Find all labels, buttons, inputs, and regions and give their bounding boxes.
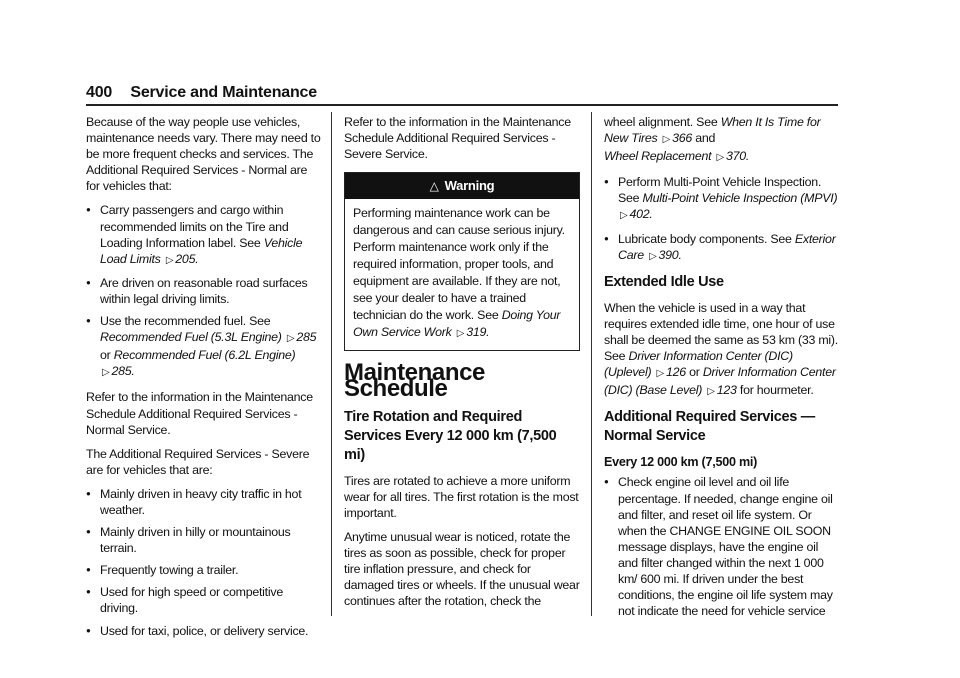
xref-link[interactable]: When It Is Time for New Tires [604,115,821,146]
xref-link[interactable]: Wheel Replacement [604,149,712,164]
normal-conditions-list [86,202,322,381]
page-arrow-icon: ▷ [656,368,664,380]
header-rule [86,104,838,106]
page-ref[interactable]: 123 [716,383,737,398]
paragraph: wheel alignment. See When It Is Time for New Tires ▷ 366 and Wheel Replacement ▷ 370. [604,115,821,164]
list-item: ● Used for taxi, police, or delivery service. [86,623,322,639]
page-arrow-icon: ▷ [286,333,295,345]
xref-link[interactable]: Driver Information Center (DIC) (Base Level) [604,365,836,398]
xref-link[interactable]: Multi-Point Vehicle Inspection (MPVI) [642,191,838,206]
page-arrow-icon: ▷ [662,134,671,146]
normal-service-list [604,474,840,619]
page-ref[interactable]: 126 [665,365,686,380]
subsection-title: Extended Idle Use [604,273,724,290]
list-item: ● Used for high speed or competitive driving. [86,584,322,616]
subsection-title: Additional Required Services — Normal Service [604,409,815,445]
paragraph: Refer to the information in the Maintenance Schedule Additional Required Services - Normal Service. [86,390,313,437]
page-ref[interactable]: 205. [175,251,199,266]
xref-link[interactable]: Vehicle Load Limits [100,235,303,266]
column-divider [331,112,332,616]
list-item: ● Use the recommended fuel. See Recommended Fuel (5.3L Engine) ▷ 285 or Recommended Fuel (6.2L Engine) ▷ 285. [86,313,322,381]
paragraph: The Additional Required Services - Severe are for vehicles that are: [86,446,310,477]
column-1 [86,114,322,647]
page-ref[interactable]: 402. [629,207,653,222]
list-item: ● Perform Multi-Point Vehicle Inspection. See Multi-Point Vehicle Inspection (MPVI) ▷ 402. [604,174,840,224]
interval-heading: Every 12 000 km (7,500 mi) [604,455,758,470]
page-ref[interactable]: 285. [111,364,135,379]
section-title: Maintenance Schedule [344,359,485,403]
page-arrow-icon: ▷ [456,328,465,340]
list-item: ● Mainly driven in hilly or mountainous terrain. [86,524,322,556]
severe-conditions-list [86,486,322,639]
paragraph: When the vehicle is used in a way that requires extended idle time, one hour of use shall be deemed the same as 53 km (33 mi). See Driver Information Center (DIC) (Uplevel) ▷ 126 or Driver Information Center (DIC) (Base Level) ▷ 123 for hourmeter. [604,300,838,398]
warning-triangle-icon: △ [429,179,439,194]
page-title: Service and Maintenance [130,84,317,101]
service-list [604,174,840,264]
column-2 [344,114,580,617]
xref-link[interactable]: Doing Your Own Service Work [353,308,561,340]
paragraph: Anytime unusual wear is noticed, rotate the tires as soon as possible, check for proper tire inflation pressure, and check for damaged tires or wheels. If the unusual wear continues after the rotation, check the [344,529,580,609]
page-ref[interactable]: 370. [725,149,750,164]
list-item: ● Carry passengers and cargo within recommended limits on the Tire and Loading Information label. See Vehicle Load Limits ▷ 205. [86,202,322,268]
list-item: ● Frequently towing a trailer. [86,562,322,578]
page-ref[interactable]: 285 [296,330,317,345]
subsection-title: Tire Rotation and Required Services Every 12 000 km (7,500 mi) [344,408,557,463]
warning-body: Performing maintenance work can be dangerous and can cause serious injury. Perform maintenance work only if the required information, proper tools, and equipment are available. If they are not, see your dealer to have a trained technician do the work. See Doing Your Own Service Work ▷ 319. [353,206,565,340]
page-arrow-icon: ▷ [102,367,110,379]
xref-link[interactable]: Driver Information Center (DIC) (Uplevel) [604,349,793,380]
warning-header: △ Warning [345,173,579,199]
xref-link[interactable]: Exterior Care [618,231,836,262]
page-arrow-icon: ▷ [620,210,628,222]
page-arrow-icon: ▷ [165,254,174,266]
xref-link[interactable]: Recommended Fuel (5.3L Engine) [100,330,282,345]
warning-box [344,172,580,351]
page-arrow-icon: ▷ [707,386,715,398]
column-divider [591,112,592,616]
list-item: ● Are driven on reasonable road surfaces within legal driving limits. [86,275,322,307]
column-3 [604,114,840,627]
xref-link[interactable]: Recommended Fuel (6.2L Engine) [113,348,296,363]
list-item: ● Lubricate body components. See Exterior Care ▷ 390. [604,231,840,265]
intro-paragraph: Because of the way people use vehicles, maintenance needs vary. There may need to be more frequent checks and services. The Additional Required Services - Normal are for vehicles that: [86,115,321,194]
page-arrow-icon: ▷ [716,152,724,164]
paragraph: Tires are rotated to achieve a more uniform wear for all tires. The first rotation is the most important. [344,473,579,520]
page-ref[interactable]: 319. [466,325,490,340]
paragraph: Refer to the information in the Maintenance Schedule Additional Required Services - Severe Service. [344,115,571,162]
page-arrow-icon: ▷ [649,250,657,262]
page-ref[interactable]: 366 [672,131,692,146]
list-item: ● Check engine oil level and oil life percentage. If needed, change engine oil and filter, and reset oil life system. Or when the CHANGE ENGINE OIL SOON message displays, have the engine oil and filter changed within the next 1 000 km/ 600 mi. If driven under the best conditions, the engine oil life system may not indicate the need for vehicle service [604,474,840,619]
list-item: ● Mainly driven in heavy city traffic in hot weather. [86,486,322,518]
page-number: 400 [86,84,113,101]
page-header [86,84,317,102]
page-ref[interactable]: 390. [658,247,682,262]
